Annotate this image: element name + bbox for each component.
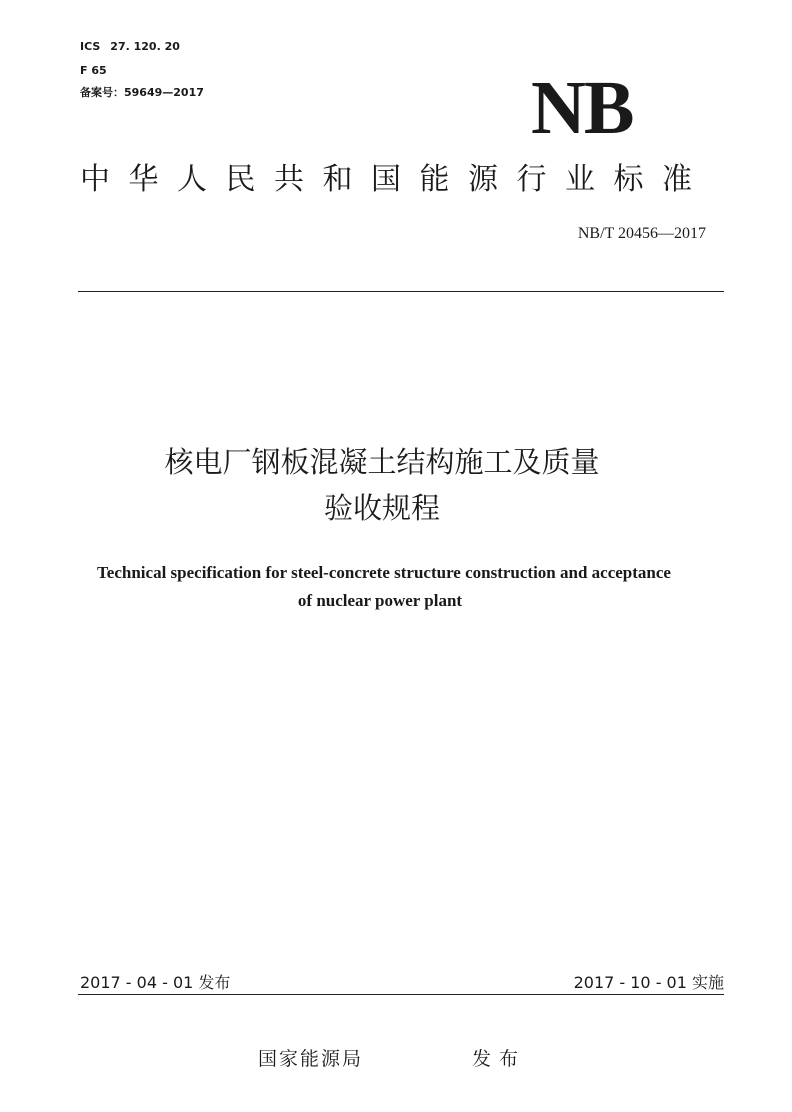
title-cn-line2: 验收规程 bbox=[323, 491, 440, 525]
ics-classification bbox=[80, 40, 180, 54]
header-divider bbox=[78, 291, 724, 292]
issue-date: 2017 - 04 - 01 发布 bbox=[80, 973, 231, 992]
issuer-name: 国家能源局 bbox=[258, 1048, 364, 1070]
ics-code: 27. 120. 20 bbox=[110, 40, 180, 53]
ics-label: ICS bbox=[80, 40, 101, 53]
standard-category-title: 中华人民共和国能源行业标准 bbox=[80, 162, 711, 197]
footer-divider bbox=[78, 994, 724, 995]
category-code: F 65 bbox=[80, 64, 107, 77]
title-en-line2: of nuclear power plant bbox=[297, 591, 463, 610]
record-number: 备案号：59649—2017 bbox=[80, 86, 204, 99]
nb-logo: NB bbox=[531, 66, 633, 150]
title-en-line1: Technical specification for steel-concrete structure construction and acceptance bbox=[97, 563, 671, 582]
title-cn-line1: 核电厂钢板混凝土结构施工及质量 bbox=[164, 445, 600, 479]
effective-date: 2017 - 10 - 01 实施 bbox=[573, 973, 724, 992]
standard-number: NB/T 20456—2017 bbox=[577, 225, 706, 242]
issuer-action: 发布 bbox=[472, 1048, 527, 1070]
